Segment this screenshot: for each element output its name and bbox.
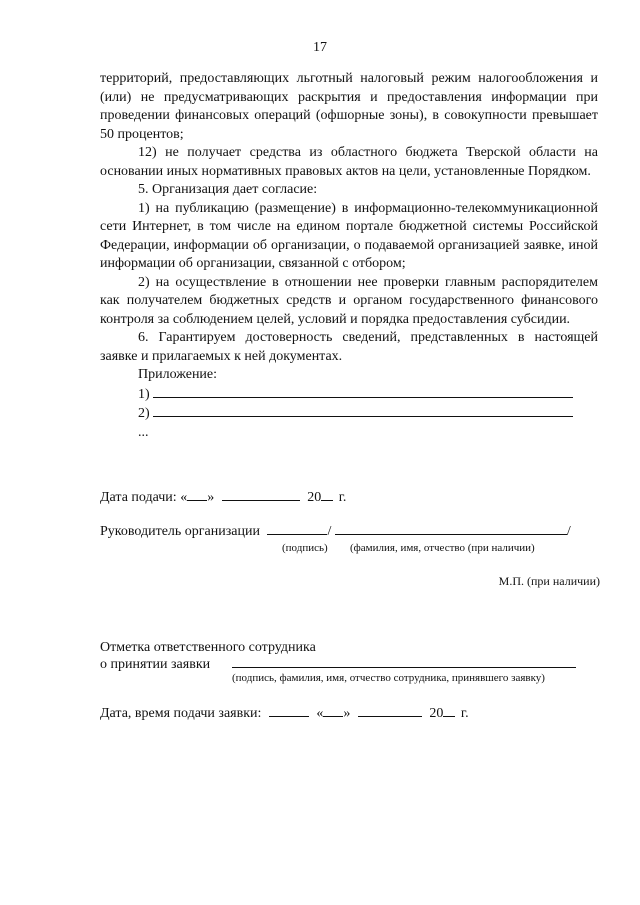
appendix-item-2 bbox=[100, 404, 598, 424]
appendix-heading: Приложение: bbox=[138, 367, 218, 382]
acceptance-caption: (подпись, фамилия, имя, отчество сотрудника, принявшего заявку) bbox=[232, 672, 545, 684]
signature-caption-sign: (подпись) bbox=[282, 542, 328, 554]
acceptance-line-2: о принятии заявки bbox=[100, 657, 211, 672]
appendix-item-1-label: 1) bbox=[138, 386, 150, 402]
paragraph-consent-heading: 5. Организация дает согласие: bbox=[138, 182, 318, 197]
submission-time-label: Дата, время подачи заявки: bbox=[100, 706, 262, 721]
signature-row bbox=[100, 522, 571, 540]
signature-slash-1: / bbox=[327, 524, 332, 539]
paragraph-consent-1: 1) на публикацию (размещение) в информационно-телекоммуникационной сети Интернет, в том числе на едином портале бюджетной системы Российской Федерации, информации об организации, о подаваемой организацией заявке, иной информации об организации, связанной с отбором; bbox=[100, 200, 598, 271]
signature-caption-name: (фамилия, имя, отчество (при наличии) bbox=[350, 542, 535, 554]
submission-time-open-quote: « bbox=[316, 706, 324, 721]
stamp-label: М.П. (при наличии) bbox=[498, 574, 600, 588]
submission-year-suffix: г. bbox=[338, 490, 347, 505]
submission-time-year-suffix: г. bbox=[460, 706, 469, 721]
appendix-item-2-label: 2) bbox=[138, 406, 150, 421]
acceptance-line-1: Отметка ответственного сотрудника bbox=[100, 640, 316, 655]
acceptance-field[interactable] bbox=[232, 655, 576, 668]
paragraph-offshore: территорий, предоставляющих льготный налоговый режим налогообложения и (или) не предусматривающих раскрытия и предоставления информации при проведении финансовых операций (офшорные зоны), в совокупности превышает 50 процентов; bbox=[100, 71, 598, 142]
submission-time-field[interactable] bbox=[269, 704, 309, 717]
submission-year-prefix: 20 bbox=[307, 490, 322, 505]
submission-day-field[interactable] bbox=[187, 488, 207, 501]
submission-date-row bbox=[100, 488, 346, 506]
submission-time-year-field[interactable] bbox=[443, 704, 455, 717]
submission-time-row bbox=[100, 704, 469, 722]
signature-slash-2: / bbox=[566, 524, 571, 539]
appendix-item-2-field[interactable] bbox=[153, 404, 573, 417]
appendix-ellipsis: ... bbox=[138, 424, 149, 440]
paragraph-item-12: 12) не получает средства из областного бюджета Тверской области на основании иных нормативных правовых актов на цели, установленные Порядком. bbox=[100, 145, 598, 179]
paragraph-consent-2: 2) на осуществление в отношении нее проверки главным распорядителем как получателем бюджетных средств и органом государственного финансового контроля за соблюдением целей, условий и порядка предоставления субсидии. bbox=[100, 274, 598, 327]
submission-year-field[interactable] bbox=[321, 488, 333, 501]
paragraph-guarantee: 6. Гарантируем достоверность сведений, представленных в настоящей заявке и прилагаемых к ней документах. bbox=[100, 330, 598, 364]
page-number: 17 bbox=[313, 40, 327, 55]
submission-month-field[interactable] bbox=[222, 488, 300, 501]
signature-field[interactable] bbox=[267, 522, 327, 535]
submission-time-close-quote: » bbox=[343, 706, 351, 721]
submission-time-day-field[interactable] bbox=[323, 704, 343, 717]
submission-date-label: Дата подачи: « bbox=[100, 490, 188, 505]
signature-name-field[interactable] bbox=[335, 522, 567, 535]
submission-date-close: » bbox=[207, 490, 215, 505]
appendix-item-1 bbox=[100, 385, 598, 405]
body-text bbox=[100, 70, 598, 442]
appendix-item-1-field[interactable] bbox=[153, 385, 573, 398]
submission-time-month-field[interactable] bbox=[358, 704, 422, 717]
submission-time-year-prefix: 20 bbox=[429, 706, 444, 721]
signature-label: Руководитель организации bbox=[100, 524, 260, 539]
